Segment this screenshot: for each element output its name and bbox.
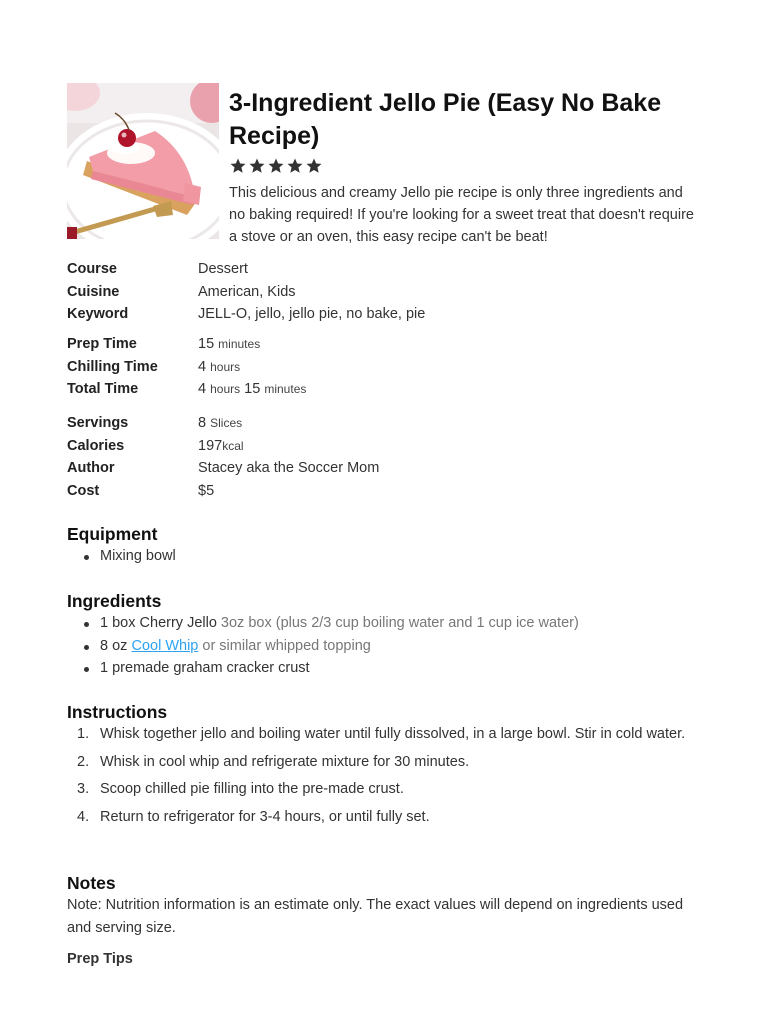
meta-row-servings [67,412,707,435]
recipe-title: 3-Ingredient Jello Pie (Easy No Bake Recipe) [229,89,662,150]
meta-row-prep-time [67,333,707,356]
equipment-heading: Equipment [67,524,158,544]
cost-value: $5 [198,482,215,499]
step-number: 1. [77,726,90,742]
ingredient-item: 1 premade graham cracker crust [67,657,707,680]
course-label: Course [67,261,117,277]
ingredients-list [67,612,707,680]
chilling-time-value: 4 hours [198,358,241,375]
equipment-section [67,523,707,568]
meta-row-chilling-time [67,356,707,379]
meta-row-author [67,457,707,480]
instruction-step: 4. Return to refrigerator for 3-4 hours, or until fully set. [67,806,707,829]
equipment-list [67,545,707,568]
notes-heading: Notes [67,873,116,893]
recipe-times [67,333,707,401]
meta-row-keyword [67,303,707,326]
ingredients-section [67,590,707,680]
cost-label: Cost [67,482,100,499]
star-icon[interactable] [267,157,285,177]
ingredient-notes: 3oz box (plus 2/3 cup boiling water and 1 cup ice water) [220,615,579,631]
instructions-heading: Instructions [67,702,168,722]
notes-section [67,872,707,970]
prep-tips-heading: Prep Tips [67,951,133,967]
ingredients-heading: Ingredients [67,591,162,611]
course-value: Dessert [198,261,248,277]
meta-row-calories [67,435,707,458]
recipe-summary: This delicious and creamy Jello pie recipe is only three ingredients and no baking required! If you're looking for a sweet treat that doesn't require a stove or an oven, this easy recipe can't be beat! [229,185,694,245]
recipe-header-text [229,87,699,248]
star-icon[interactable] [286,157,304,177]
recipe-tags [67,258,707,326]
rating-stars[interactable] [229,157,699,177]
chilling-time-label: Chilling Time [67,358,158,375]
star-icon[interactable] [248,157,266,177]
star-icon[interactable] [229,157,247,177]
servings-value: 8 Slices [198,415,243,431]
instructions-section [67,701,707,833]
meta-row-cost [67,480,707,503]
star-icon[interactable] [305,157,323,177]
equipment-item: Mixing bowl [67,545,707,568]
recipe-details [67,412,707,502]
keyword-value: JELL-O, jello, jello pie, no bake, pie [198,306,426,322]
author-label: Author [67,460,115,476]
step-number: 2. [77,753,90,770]
calories-value: 197kcal [198,437,244,454]
jello-pie-photo-illustration [67,83,219,239]
keyword-label: Keyword [67,306,129,322]
instructions-list [67,723,707,828]
prep-time-value: 15 minutes [198,336,261,352]
author-value: Stacey aka the Soccer Mom [198,460,380,476]
meta-row-total-time [67,378,707,401]
instruction-step: 2. Whisk in cool whip and refrigerate mixture for 30 minutes. [67,751,707,774]
total-time-value: 4 hours 15 minutes [198,381,307,397]
prep-time-label: Prep Time [67,336,137,352]
step-number: 4. [77,808,90,825]
cool-whip-link[interactable]: Cool Whip [131,637,199,654]
step-number: 3. [77,781,90,797]
ingredient-item: 8 oz Cool Whip or similar whipped topping [67,635,707,658]
ingredient-item: 1 box Cherry Jello 3oz box (plus 2/3 cup boiling water and 1 cup ice water) [67,612,707,635]
recipe-photo [67,83,219,239]
notes-text: Note: Nutrition information is an estimate only. The exact values will depend on ingredients used and serving size. [67,897,684,936]
instruction-step: 1. Whisk together jello and boiling water until fully dissolved, in a large bowl. Stir in cold water. [67,723,707,746]
meta-row-cuisine [67,281,707,304]
calories-label: Calories [67,437,125,454]
instruction-step: 3. Scoop chilled pie filling into the pre-made crust. [67,778,707,801]
ingredient-notes: or similar whipped topping [202,637,371,654]
total-time-label: Total Time [67,381,139,397]
cuisine-value: American, Kids [198,283,296,300]
meta-row-course [67,258,707,281]
cuisine-label: Cuisine [67,283,120,300]
servings-label: Servings [67,415,129,431]
